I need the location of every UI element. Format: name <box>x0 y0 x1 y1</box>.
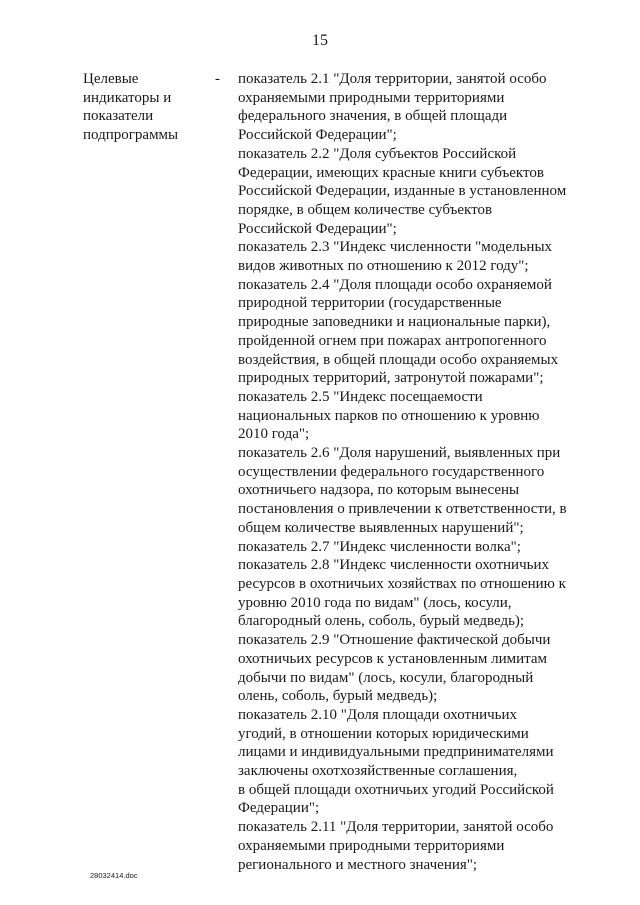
indicator-item <box>238 145 583 239</box>
indicator-line: природных территорий, затронутой пожарами"; <box>238 370 544 387</box>
indicator-line: показатель 2.10 "Доля площади охотничьих <box>238 706 518 723</box>
indicator-line: видов животных по отношению к 2012 году"; <box>238 258 529 275</box>
indicator-item <box>238 276 583 388</box>
section-label <box>83 70 203 145</box>
indicator-line: заключены охотхозяйственные соглашения, <box>238 763 518 780</box>
indicator-line: охотничьего надзора, по которым вынесены <box>238 482 520 499</box>
indicator-item <box>238 388 583 444</box>
indicator-line: добычи по видам" (лось, косули, благородный <box>238 669 534 686</box>
indicator-line: регионального и местного значения"; <box>238 856 478 873</box>
indicator-line: Федерации"; <box>238 800 320 817</box>
label-dash: - <box>215 71 220 87</box>
indicator-line: показатель 2.5 "Индекс посещаемости <box>238 388 483 405</box>
indicator-line: порядке, в общем количестве субъектов <box>238 201 493 218</box>
indicators-list <box>238 70 583 874</box>
indicator-line: ресурсов в охотничьих хозяйствах по отношению к <box>238 575 566 592</box>
indicator-line: осуществлении федерального государственного <box>238 463 545 480</box>
indicator-line: угодий, в отношении которых юридическими <box>238 725 529 742</box>
indicator-line: Российской Федерации"; <box>238 220 397 237</box>
footer-file-code: 28032414.doc <box>90 871 138 880</box>
indicator-line: пройденной огнем при пожарах антропогенного <box>238 332 547 349</box>
indicator-line: показатель 2.7 "Индекс численности волка"; <box>238 538 521 555</box>
indicator-line: природной территории (государственные <box>238 295 502 312</box>
indicator-line: показатель 2.1 "Доля территории, занятой особо <box>238 71 547 87</box>
indicator-line: охотничьих ресурсов к установленным лимитам <box>238 650 548 667</box>
indicator-line: показатель 2.4 "Доля площади особо охраняемой <box>238 276 552 293</box>
section-label-line: подпрограммы <box>83 127 179 144</box>
indicator-item <box>238 818 583 874</box>
indicator-line: охраняемыми природными территориями <box>238 837 505 854</box>
indicator-line: Российской Федерации, изданные в установленном <box>238 183 567 200</box>
indicator-item <box>238 631 583 706</box>
indicator-line: 2010 года"; <box>238 426 310 443</box>
indicator-line: показатель 2.6 "Доля нарушений, выявленных при <box>238 445 561 462</box>
indicator-item <box>238 556 583 631</box>
indicator-line: показатель 2.3 "Индекс численности "модельных <box>238 239 553 256</box>
section-label-line: индикаторы и <box>83 89 172 106</box>
indicator-item <box>238 444 583 538</box>
indicator-item <box>238 238 583 275</box>
indicator-line: показатель 2.9 "Отношение фактической добычи <box>238 632 551 649</box>
section-label-line: Целевые <box>83 71 139 87</box>
indicator-line: показатель 2.8 "Индекс численности охотничьих <box>238 557 549 574</box>
indicator-line: показатель 2.2 "Доля субъектов Российской <box>238 145 517 162</box>
indicator-line: постановления о привлечении к ответственности, в <box>238 501 567 518</box>
indicator-item <box>238 70 583 145</box>
indicator-line: Российской Федерации"; <box>238 127 397 144</box>
section-label-line: показатели <box>83 108 154 125</box>
indicator-line: лицами и индивидуальными предпринимателями <box>238 744 554 761</box>
indicator-line: природные заповедники и национальные парки), <box>238 314 551 331</box>
indicator-line: олень, соболь, бурый медведь); <box>238 688 438 705</box>
page-number: 15 <box>312 32 328 49</box>
indicator-line: охраняемыми природными территориями <box>238 89 505 106</box>
indicator-item <box>238 538 583 557</box>
indicator-line: благородный олень, соболь, бурый медведь); <box>238 613 525 630</box>
indicator-line: в общей площади охотничьих угодий Российской <box>238 781 554 798</box>
indicator-line: уровню 2010 года по видам" (лось, косули, <box>238 594 512 611</box>
indicator-line: национальных парков по отношению к уровню <box>238 407 540 424</box>
indicator-line: показатель 2.11 "Доля территории, занятой особо <box>238 819 554 836</box>
indicator-line: общем количестве выявленных нарушений"; <box>238 519 524 536</box>
indicator-line: Федерации, имеющих красные книги субъектов <box>238 164 544 181</box>
indicator-line: воздействия, в общей площади особо охраняемых <box>238 351 559 368</box>
indicator-item <box>238 706 583 818</box>
indicator-line: федерального значения, в общей площади <box>238 108 508 125</box>
